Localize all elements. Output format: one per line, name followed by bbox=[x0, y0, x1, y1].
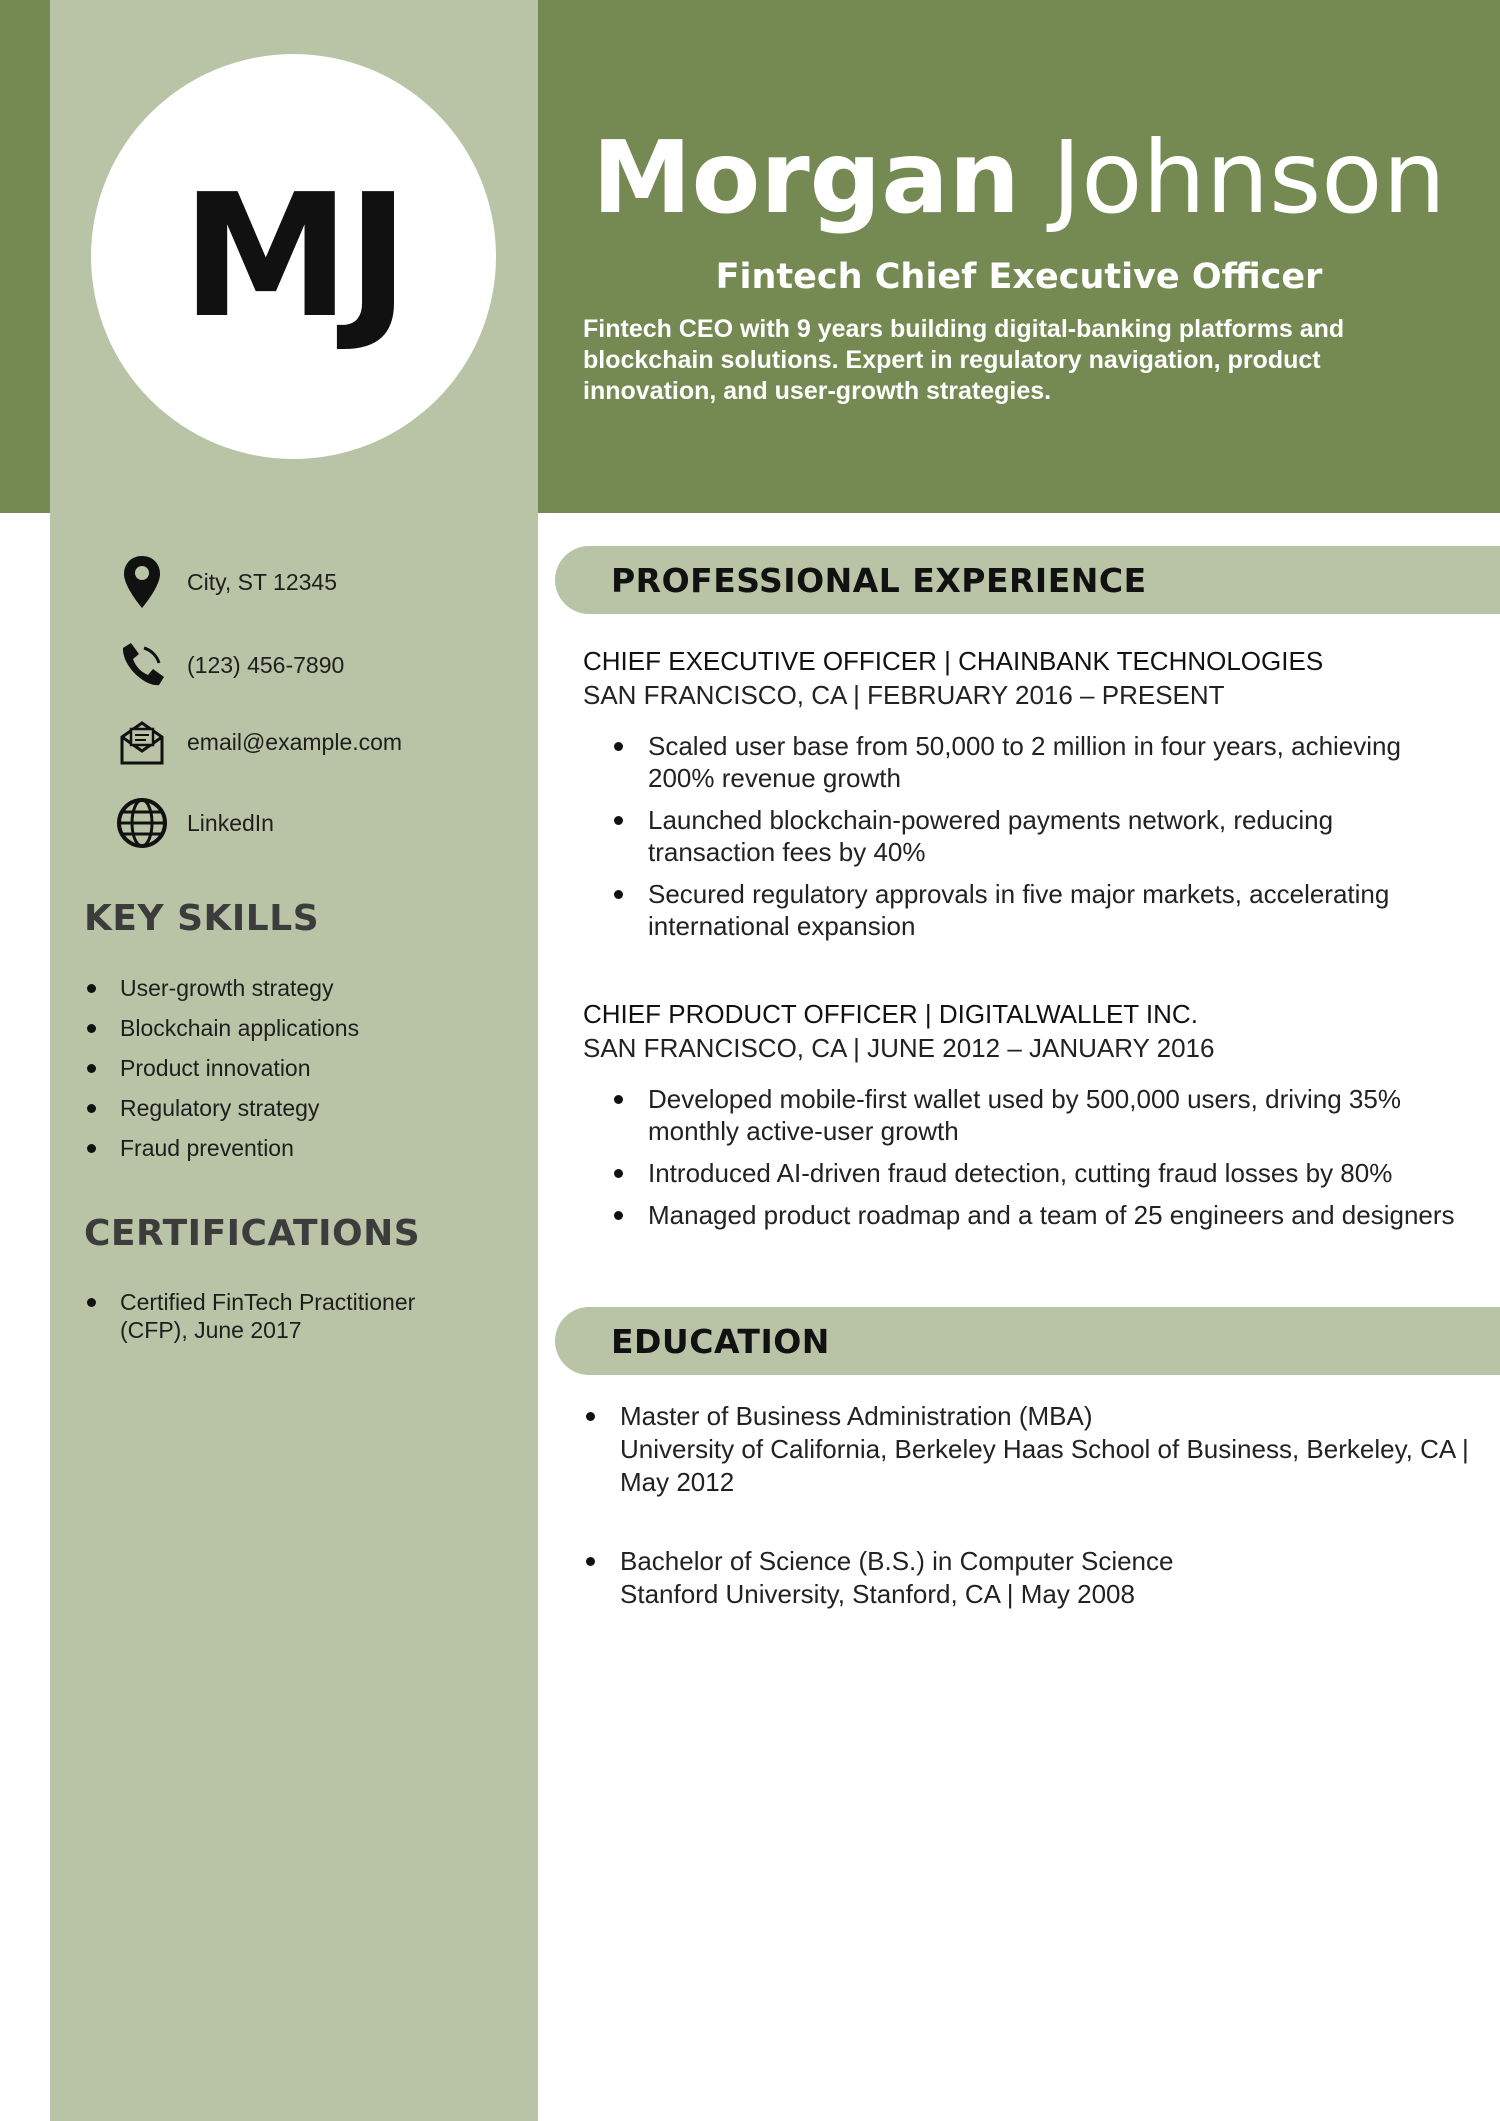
skill-item: Fraud prevention bbox=[120, 1134, 500, 1162]
education-entry bbox=[620, 1400, 1470, 1499]
certifications-heading: CERTIFICATIONS bbox=[84, 1213, 421, 1254]
email-text[interactable]: email@example.com bbox=[187, 728, 403, 755]
job-bullet: Introduced AI-driven fraud detection, cutting fraud losses by 80% bbox=[648, 1157, 1463, 1189]
phone-text[interactable]: (123) 456-7890 bbox=[187, 651, 345, 678]
header-band-left bbox=[0, 0, 50, 513]
experience-heading: PROFESSIONAL EXPERIENCE bbox=[611, 560, 1147, 600]
skill-item: Blockchain applications bbox=[120, 1014, 500, 1042]
job-role: CHIEF PRODUCT OFFICER | DIGITALWALLET INC. bbox=[583, 999, 1198, 1029]
job-bullet: Secured regulatory approvals in five major markets, accelerating international expansion bbox=[648, 878, 1463, 942]
job-entry bbox=[583, 997, 1463, 1241]
education-entry bbox=[620, 1545, 1470, 1611]
contact-linkedin bbox=[113, 793, 274, 853]
monogram-initials: MJ bbox=[181, 157, 406, 356]
first-name: Morgan bbox=[592, 119, 1020, 236]
contact-location bbox=[113, 552, 338, 612]
school: University of California, Berkeley Haas School of Business, Berkeley, CA | May 2012 bbox=[620, 1434, 1469, 1497]
job-bullet: Launched blockchain-powered payments network, reducing transaction fees by 40% bbox=[648, 804, 1463, 868]
envelope-icon bbox=[113, 713, 171, 771]
job-bullet: Developed mobile-first wallet used by 500,000 users, driving 35% monthly active-user growth bbox=[648, 1083, 1463, 1147]
job-role: CHIEF EXECUTIVE OFFICER | CHAINBANK TECHNOLOGIES bbox=[583, 646, 1324, 676]
last-name: Johnson bbox=[1051, 119, 1446, 236]
certification-item: Certified FinTech Practitioner (CFP), June 2017 bbox=[120, 1288, 480, 1344]
profile-summary: Fintech CEO with 9 years building digital-banking platforms and blockchain solutions. Expert in regulatory navigation, product innovation, and user-growth strategies. bbox=[583, 315, 1345, 405]
job-bullet: Managed product roadmap and a team of 25 engineers and designers bbox=[648, 1199, 1463, 1231]
education-section-header bbox=[555, 1307, 1500, 1375]
job-meta: SAN FRANCISCO, CA | FEBRUARY 2016 – PRESENT bbox=[583, 680, 1225, 710]
certifications-list bbox=[120, 1288, 480, 1344]
location-pin-icon bbox=[113, 553, 171, 611]
job-entry bbox=[583, 644, 1463, 952]
contact-email bbox=[113, 712, 403, 772]
education-heading: EDUCATION bbox=[611, 1321, 830, 1361]
job-bullet: Scaled user base from 50,000 to 2 million in four years, achieving 200% revenue growth bbox=[648, 730, 1463, 794]
school: Stanford University, Stanford, CA | May 2008 bbox=[620, 1579, 1135, 1609]
globe-icon bbox=[113, 794, 171, 852]
contact-phone bbox=[113, 635, 345, 695]
degree: Master of Business Administration (MBA) bbox=[620, 1401, 1093, 1431]
skills-list bbox=[120, 974, 500, 1174]
skills-heading: KEY SKILLS bbox=[84, 898, 320, 939]
skill-item: Regulatory strategy bbox=[120, 1094, 500, 1122]
job-bullets bbox=[583, 1083, 1463, 1231]
skill-item: User-growth strategy bbox=[120, 974, 500, 1002]
job-bullets bbox=[583, 730, 1463, 942]
degree: Bachelor of Science (B.S.) in Computer Science bbox=[620, 1546, 1174, 1576]
monogram-avatar bbox=[91, 54, 496, 459]
phone-icon bbox=[113, 636, 171, 694]
experience-section-header bbox=[555, 546, 1500, 614]
candidate-name bbox=[538, 118, 1500, 238]
linkedin-link[interactable]: LinkedIn bbox=[187, 809, 274, 836]
location-text: City, ST 12345 bbox=[187, 568, 338, 595]
job-title: Fintech Chief Executive Officer bbox=[715, 257, 1323, 297]
skill-item: Product innovation bbox=[120, 1054, 500, 1082]
job-meta: SAN FRANCISCO, CA | JUNE 2012 – JANUARY 2016 bbox=[583, 1033, 1215, 1063]
